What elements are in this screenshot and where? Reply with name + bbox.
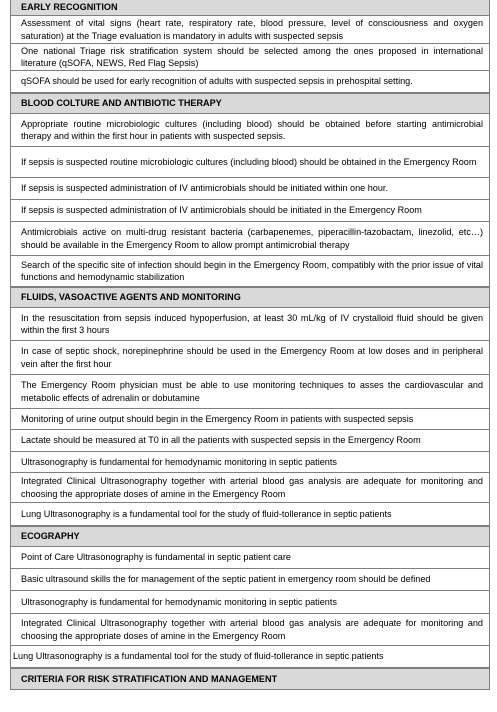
table-row	[11, 44, 489, 71]
row-text: Lung Ultrasonography is a fundamental tool for the study of fluid-tollerance in septic patients	[21, 508, 392, 519]
row-text: Integrated Clinical Ultrasonography together with arterial blood gas analysis are adequate for monitoring and choosing the appropriate doses of amine in the Emergency Room	[21, 476, 483, 499]
row-text: If sepsis is suspected administration of IV antimicrobials should be initiated in the Emergency Room	[21, 205, 422, 216]
row-text: Ultrasonography is fundamental for hemodynamic monitoring in septic patients	[21, 596, 337, 607]
section-title: EARLY RECOGNITION	[21, 2, 118, 13]
section-header-criteria	[11, 668, 489, 690]
table-row	[11, 569, 489, 591]
row-text: Point of Care Ultrasonography is fundamental in septic patient care	[21, 552, 291, 563]
table-row	[11, 200, 489, 222]
section-title: FLUIDS, VASOACTIVE AGENTS AND MONITORING	[21, 292, 241, 303]
row-text: qSOFA should be used for early recognition of adults with suspected sepsis in prehospital setting.	[21, 76, 413, 87]
table-row	[11, 503, 489, 526]
row-text: Integrated Clinical Ultrasonography together with arterial blood gas analysis are adequate for monitoring and choosing the appropriate doses of amine in the Emergency Room	[21, 618, 483, 641]
row-text: Monitoring of urine output should begin in the Emergency Room in patients with suspected sepsis	[21, 413, 414, 424]
table-row	[11, 591, 489, 614]
table-row	[11, 547, 489, 569]
row-text: The Emergency Room physician must be able to use monitoring techniques to asses the cardiovascular and metabolic effects of adrenalin or dobutamine	[21, 380, 483, 403]
table-row	[11, 452, 489, 473]
section-header-blood-colture	[11, 93, 489, 114]
row-text: Basic ultrasound skills the for management of the septic patient in emergency room should be defined	[21, 574, 431, 585]
row-text: If sepsis is suspected administration of IV antimicrobials should be initiated within one hour.	[21, 183, 388, 194]
row-text: In the resuscitation from sepsis induced hypoperfusion, at least 30 mL/kg of IV crystalloid fluid should be given within the first 3 hours	[21, 312, 483, 335]
section-title: BLOOD COLTURE AND ANTIBIOTIC THERAPY	[21, 98, 222, 109]
table-row	[11, 114, 489, 147]
table-row	[11, 308, 489, 341]
table-row	[11, 473, 489, 503]
table-row	[11, 147, 489, 178]
row-text: One national Triage risk stratification system should be selected among the ones proposed in international literature (qSOFA, NEWS, Red Flag Sepsis)	[21, 45, 483, 68]
table-row	[11, 430, 489, 452]
table-row	[11, 341, 489, 375]
recommendations-table	[10, 0, 490, 690]
table-row	[11, 646, 489, 668]
table-row	[11, 409, 489, 430]
row-text: Appropriate routine microbiologic cultures (including blood) should be obtained before starting antimicrobial therapy and within the first hour in patients with suspected sepsis.	[21, 118, 483, 141]
section-header-early-recognition	[11, 0, 489, 16]
row-text: Ultrasonography is fundamental for hemodynamic monitoring in septic patients	[21, 456, 337, 467]
section-title: CRITERIA FOR RISK STRATIFICATION AND MANAGEMENT	[21, 673, 278, 684]
table-row	[11, 256, 489, 287]
section-header-ecography	[11, 526, 489, 547]
table-row	[11, 222, 489, 256]
row-text: Search of the specific site of infection should begin in the Emergency Room, compatibly with the prior issue of vital functions and hemodynamic stabilization	[21, 259, 483, 282]
row-text: In case of septic shock, norepinephrine should be used in the Emergency Room at low doses and in peripheral vein after the first hour	[21, 346, 483, 369]
row-text: Lung Ultrasonography is a fundamental tool for the study of fluid-tollerance in septic patients	[13, 651, 384, 662]
table-row	[11, 71, 489, 93]
table-row	[11, 16, 489, 44]
section-title: ECOGRAPHY	[21, 531, 80, 542]
row-text: If sepsis is suspected routine microbiologic cultures (including blood) should be obtained in the Emergency Room	[21, 156, 477, 167]
table-row	[11, 178, 489, 200]
row-text: Lactate should be measured at T0 in all the patients with suspected sepsis in the Emergency Room	[21, 435, 421, 446]
row-text: Assessment of vital signs (heart rate, respiratory rate, blood pressure, level of consciousness and oxygen saturation) at the Triage evaluation is mandatory in adults with suspected sepsis	[21, 18, 483, 41]
table-row	[11, 375, 489, 409]
table-row	[11, 614, 489, 646]
section-header-fluids	[11, 287, 489, 308]
row-text: Antimicrobials active on multi-drug resistant bacteria (carbapenemes, piperacillin-tazobactam, linezolid, etc…) should be available in the Emergency Room to allow prompt antimicrobial therapy	[21, 227, 483, 250]
